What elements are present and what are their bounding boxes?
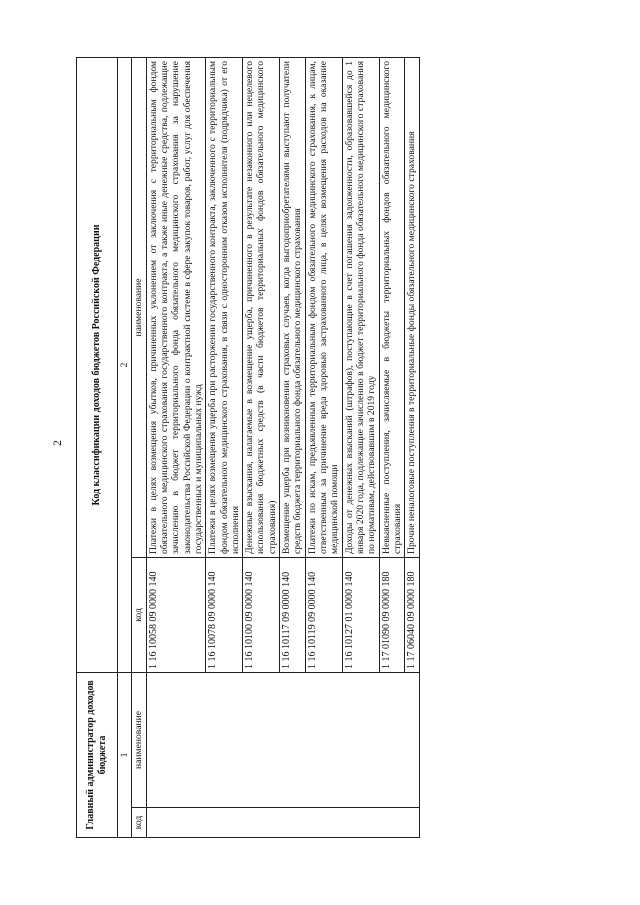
header-classification-group: Код классификации доходов бюджетов Российской Федерации [77,57,118,672]
revenue-code: 1 17 06040 09 0000 180 [405,557,420,672]
revenue-name: Доходы от денежных взысканий (штрафов), поступающие в счет погашения задолженности, образовавшейся до 1 января 2020 года, подлежащие зачислению в бюджет территориального фонда обязательного медицинского страхования по нормативам, действовавшим в 2019 году [342,57,379,557]
revenue-name: Платежи в целях возмещения ущерба при расторжении государственного контракта, заключенного с территориальным фондом обязательного медицинского страхования, в связи с односторонним отказом исполнителя (подрядчика) от его исполнения [206,57,243,557]
revenue-code: 1 16 10127 01 0000 140 [342,557,379,672]
document-rotated-content [76,58,576,838]
revenue-name: Платежи в целях возмещения убытков, причиненных уклонением от заключения с территориальным фондом обязательного медицинского страхования государственного контракта, а также иные денежные средства, подлежащие зачислению в бюджет территориального фонда обязательного медицинского страхования за нарушение законодательства Российской Федерации о контрактной системе в сфере закупок товаров, работ, услуг для обеспечения государственных и муниципальных нужд [146,57,206,557]
budget-revenue-table [76,57,420,838]
revenue-code: 1 16 10078 09 0000 140 [206,557,243,672]
revenue-code: 1 16 10117 09 0000 140 [280,557,306,672]
admin-name-cell [146,672,419,807]
revenue-code: 1 16 10100 09 0000 140 [243,557,280,672]
table-header-row-subcolumns [132,57,146,837]
header-classif-name: наименование [132,57,146,557]
revenue-name: Возмещение ущерба при возникновении страховых случаев, когда выгодоприобретателями выступают получатели средств бюджета территориального фонда обязательного медицинского страхования [280,57,306,557]
revenue-code: 1 16 10119 09 0000 140 [305,557,342,672]
admin-code-cell [146,808,419,838]
header-column-number-1: 1 [118,672,132,837]
header-admin-group: Главный администратор доходов бюджета [77,672,118,837]
page-number: 2 [50,440,64,446]
header-classif-code: код [132,557,146,672]
revenue-code: 1 16 10058 09 0000 140 [146,557,206,672]
table-header-row-groups [77,57,118,837]
revenue-name: Невыясненные поступления, зачисляемые в бюджеты территориальных фондов обязательного медицинского страхования [379,57,405,557]
revenue-name: Платежи по искам, предъявленным территориальным фондом обязательного медицинского страхования, к лицам, ответственным за причинение вреда здоровью застрахованного лица, в целях возмещения расходов на оказание медицинской помощи [305,57,342,557]
header-admin-name: наименование [132,672,146,807]
table-header-row-numbers [118,57,132,837]
table-row [146,57,206,837]
revenue-name: Прочие неналоговые поступления в территориальные фонды обязательного медицинского страхования [405,57,420,557]
header-column-number-2: 2 [118,57,132,672]
header-admin-code: код [132,808,146,838]
revenue-code: 1 17 01090 09 0000 180 [379,557,405,672]
revenue-name: Денежные взыскания, налагаемые в возмещение ущерба, причиненного в результате незаконного или нецелевого использования бюджетных средств (в части бюджетов территориальных фондов обязательного медицинского страхования) [243,57,280,557]
